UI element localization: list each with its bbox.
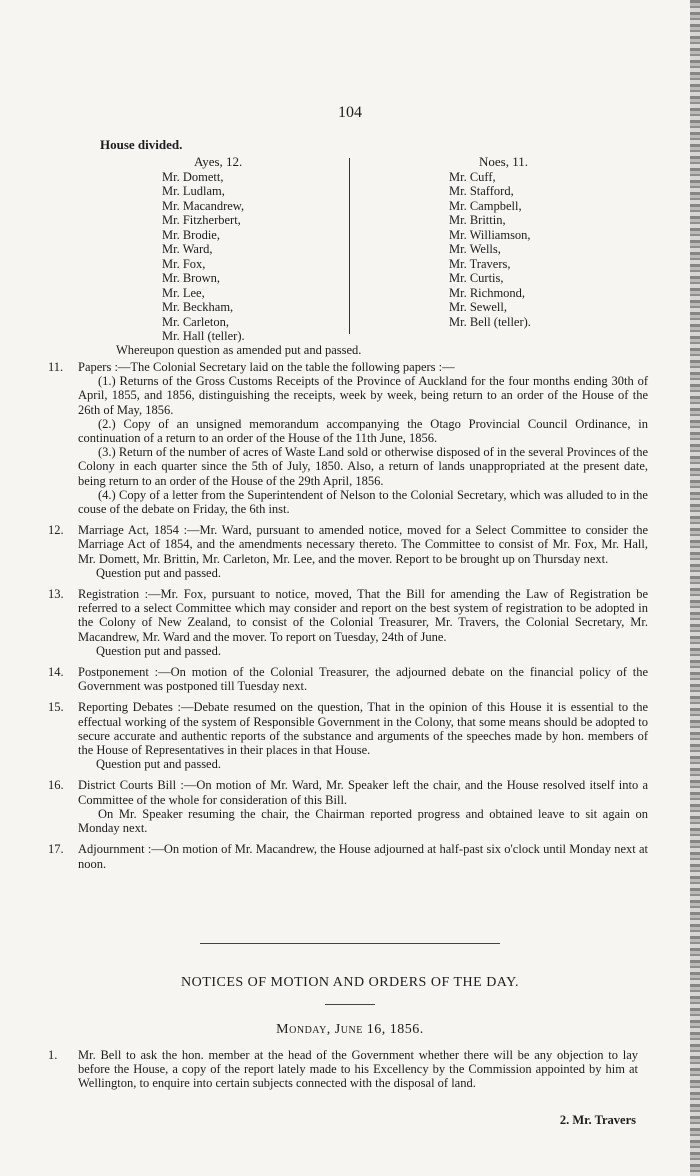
noes-list xyxy=(449,155,531,329)
aye-member: Mr. Beckham, xyxy=(162,300,234,314)
no-member: Mr. Wells, xyxy=(449,242,501,256)
entry-text: Postponement :—On motion of the Colonial Treasurer, the adjourned debate on the financial policy of the Government was postponed till Tuesday next. xyxy=(78,665,648,694)
aye-member: Mr. Lee, xyxy=(162,285,205,300)
no-member: Mr. Richmond, xyxy=(449,285,526,300)
date-heading: Monday, June 16, 1856. xyxy=(276,1022,424,1037)
page-edge xyxy=(690,0,700,1176)
notices-heading: NOTICES OF MOTION AND ORDERS OF THE DAY. xyxy=(181,975,519,990)
notice-item-1 xyxy=(48,1048,638,1091)
aye-member: Mr. Macandrew, xyxy=(162,198,245,213)
ayes-list xyxy=(162,155,245,344)
division-rule xyxy=(349,158,350,334)
notice-text: Mr. Bell to ask the hon. member at the head of the Government whether there will be any objection to lay before the House, a copy of the report lately made to his Excellency by the Commission appointed by him at Wellington, to enquire into certain subjects connected with the disposal of land. xyxy=(78,1048,638,1091)
aye-member: Mr. Ludlam, xyxy=(162,184,225,198)
entry-text: Marriage Act, 1854 :—Mr. Ward, pursuant to amended notice, moved for a Select Committee to consider the Marriage Act of 1854, and the amendments necessary thereto. The Committee to consist of Mr. Fox, Mr. Hall, Mr. Domett, Mr. Brittin, Mr. Carleton, Mr. Lee, and the mover. Report to be brought up on Thursday next. xyxy=(78,523,648,566)
entry-number: 13. xyxy=(48,587,64,602)
entry-text: Registration :—Mr. Fox, pursuant to notice, moved, That the Bill for amending the Law of Registration be referred to a select Committee which may consider and report on the best system of registration to be adopted in the Colony of New Zealand, to consist of the Colonial Treasurer, Mr. Travers, the Colonial Secretary, Mr. Macandrew, Mr. Ward and the mover. To report on Tuesday, 24th of June. xyxy=(78,587,648,644)
entry-text: Adjournment :—On motion of Mr. Macandrew, the House adjourned at half-past six o'clock until Monday next at noon. xyxy=(78,842,648,871)
page-number: 104 xyxy=(338,104,362,121)
entry-number: 15. xyxy=(48,700,64,715)
paper-item: (4.) Copy of a letter from the Superintendent of Nelson to the Colonial Secretary, which was alluded to in the couse of the debate on Friday, the 6th inst. xyxy=(78,487,648,517)
aye-member: Mr. Brodie, xyxy=(162,227,220,242)
entry-14 xyxy=(48,665,648,693)
no-member: Mr. Brittin, xyxy=(449,213,506,227)
aye-member: Mr. Ward, xyxy=(162,242,213,256)
entry-13 xyxy=(48,587,648,658)
no-member: Mr. Cuff, xyxy=(449,169,496,184)
notice-number: 1. xyxy=(48,1048,58,1062)
aye-member: Mr. Fitzherbert, xyxy=(162,213,241,227)
no-member: Mr. Travers, xyxy=(449,256,511,271)
entry-12 xyxy=(48,523,648,580)
whereupon-line: Whereupon question as amended put and passed. xyxy=(116,343,362,357)
proceedings-entries xyxy=(48,360,648,878)
entry-text: District Courts Bill :—On motion of Mr. Ward, Mr. Speaker left the chair, and the House resolved itself into a Committee of the whole for consideration of this Bill. xyxy=(78,778,648,807)
aye-member: Mr. Carleton, xyxy=(162,314,230,329)
aye-member: Mr. Brown, xyxy=(162,271,220,285)
entry-text: Papers :—The Colonial Secretary laid on the table the following papers :— xyxy=(78,360,455,374)
short-divider xyxy=(325,1004,375,1005)
entry-result: Question put and passed. xyxy=(96,757,221,772)
entry-16 xyxy=(48,778,648,835)
entry-17 xyxy=(48,842,648,870)
aye-member: Mr. Domett, xyxy=(162,169,224,184)
paper-item: (2.) Copy of an unsigned memorandum accompanying the Otago Provincial Council Ordinance, in continuation of a return to an order of the House of the 11th June, 1856. xyxy=(78,416,648,446)
entry-result: On Mr. Speaker resuming the chair, the Chairman reported progress and obtained leave to sit again on Monday next. xyxy=(78,806,648,836)
house-divided: House divided. xyxy=(100,137,183,152)
noes-heading: Noes, 11. xyxy=(479,154,528,169)
entry-result: Question put and passed. xyxy=(96,643,221,658)
entry-11 xyxy=(48,360,648,516)
no-member: Mr. Sewell, xyxy=(449,300,507,314)
aye-member: Mr. Hall (teller). xyxy=(162,329,245,343)
entry-15 xyxy=(48,700,648,771)
entry-result: Question put and passed. xyxy=(96,565,221,580)
no-member: Mr. Campbell, xyxy=(449,198,522,213)
no-member: Mr. Bell (teller). xyxy=(449,314,531,329)
catchword: 2. Mr. Travers xyxy=(559,1113,636,1127)
no-member: Mr. Williamson, xyxy=(449,227,531,242)
entry-text: Reporting Debates :—Debate resumed on the question, That in the opinion of this House it is essential to the effectual working of the system of Responsible Government in the Colony, that some means should be adopted to secure accurate and authentic reports of the substance and arguments of the speeches made by hon. members of the House of Representatives in their places in that House. xyxy=(78,700,648,758)
entry-number: 17. xyxy=(48,842,64,857)
entry-number: 12. xyxy=(48,523,64,538)
no-member: Mr. Stafford, xyxy=(449,184,514,198)
no-member: Mr. Curtis, xyxy=(449,271,504,285)
aye-member: Mr. Fox, xyxy=(162,256,206,271)
entry-number: 14. xyxy=(48,665,64,680)
entry-number: 11. xyxy=(48,360,64,374)
paper-item: (1.) Returns of the Gross Customs Receipts of the Province of Auckland for the four months ending 30th of April, 1855, and 1856, distinguishing the receipts, week by week, being return to an order of the House of the 26th of May, 1856. xyxy=(78,374,648,417)
entry-number: 16. xyxy=(48,778,64,793)
section-divider xyxy=(200,943,500,944)
ayes-heading: Ayes, 12. xyxy=(194,154,243,169)
paper-item: (3.) Return of the number of acres of Waste Land sold or otherwise disposed of in the several Provinces of the Colony in each quarter since the 5th of July, 1850. Also, a return of lands unappropriated at the present date, being return to an order of the House of the 29th April, 1856. xyxy=(78,445,648,488)
